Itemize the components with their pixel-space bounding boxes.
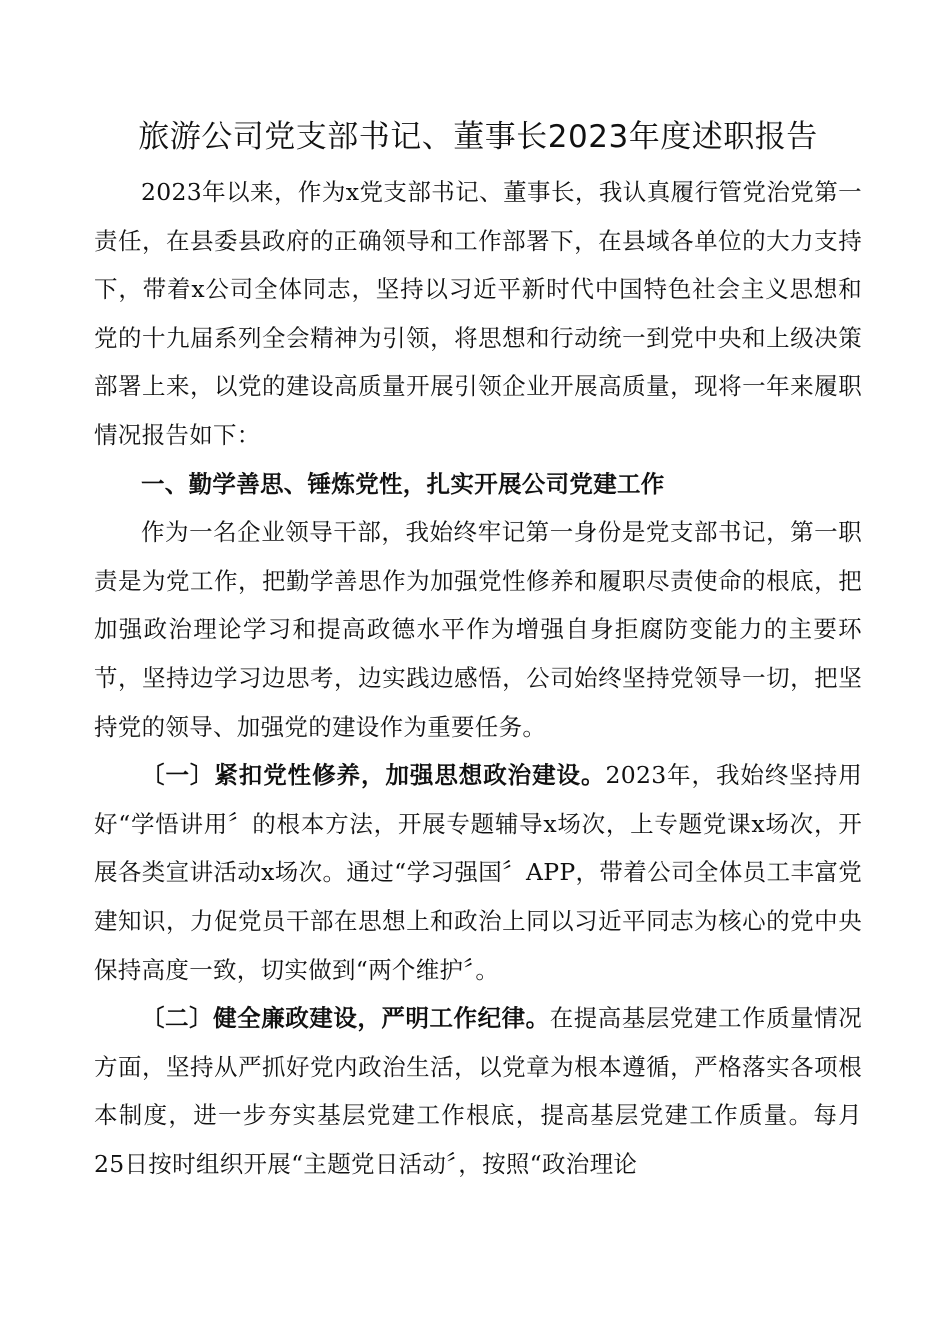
subsection-one-lead: 〔一〕紧扣党性修养，加强思想政治建设。 — [141, 761, 606, 790]
document-title: 旅游公司党支部书记、董事长2023年度述职报告 — [138, 119, 818, 155]
section-body-paragraph: 作为一名企业领导干部，我始终牢记第一身份是党支部书记，第一职责是为党工作，把勤学善思作为加强党性修养和履职尽责使命的根底，把加强政治理论学习和提高政德水平作为增强自身拒腐防变能力的主要环节，坚持边学习边思考，边实践边感悟，公司始终坚持党领导一切，把坚持党的领导、加强党的建设作为重要任务。 — [94, 518, 862, 741]
subsection-one-body: 2023年，我始终坚持用好“学悟讲用〞的根本方法，开展专题辅导x场次，上专题党课x场次，开展各类宣讲活动x场次。通过“学习强国〞APP，带着公司全体员工丰富党建知识，力促党员干部在思想上和政治上同以习近平同志为核心的党中央保持高度一致，切实做到“两个维护〞。 — [94, 761, 862, 984]
intro-paragraph: 2023年以来，作为x党支部书记、董事长，我认真履行管党治党第一责任，在县委县政府的正确领导和工作部署下，在县域各单位的大力支持下，带着x公司全体同志，坚持以习近平新时代中国特色社会主义思想和党的十九届系列全会精神为引领，将思想和行动统一到党中央和上级决策部署上来，以党的建设高质量开展引领企业开展高质量，现将一年来履职情况报告如下： — [94, 178, 862, 449]
subsection-two-body: 在提高基层党建工作质量情况方面，坚持从严抓好党内政治生活，以党章为根本遵循，严格落实各项根本制度，进一步夯实基层党建工作根底，提高基层党建工作质量。每月25日按时组织开展“主题党日活动〞，按照“政治理论 — [94, 1004, 862, 1178]
subsection-two-paragraph — [94, 994, 862, 1188]
subsection-one-paragraph — [94, 751, 862, 994]
section-heading: 一、勤学善思、锤炼党性，扎实开展公司党建工作 — [141, 469, 665, 498]
subsection-two-lead: 〔二〕健全廉政建设，严明工作纪律。 — [141, 1004, 550, 1033]
